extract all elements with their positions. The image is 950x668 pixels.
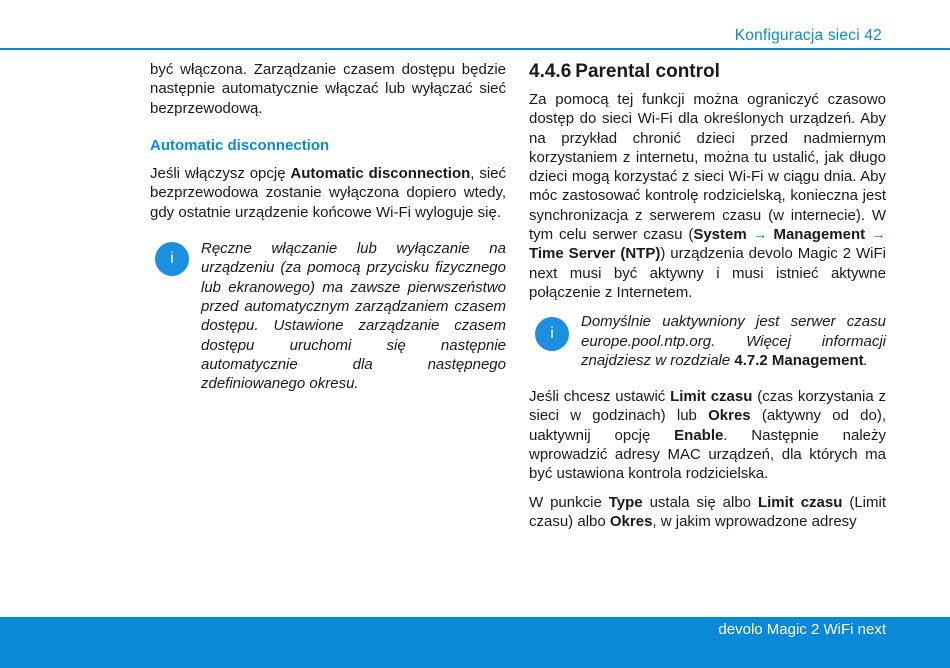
- info-note-text: Ręczne włączanie lub wyłączanie na urządzeniu (za pomocą przycisku fizycznego lub ekranowego) ma zawsze pierwszeństwo przed automatycznym zarządzaniem czasem dostępu. Ustawione zarządzanie czasem dostępu uruchomi się następnie automatycznie dla następnego zdefiniowanego okresu.: [201, 240, 506, 393]
- left-column: [150, 60, 506, 393]
- type-paragraph: [529, 493, 886, 532]
- text-run: , sieć bezprzewodowa zostanie wyłączona dopiero wtedy, gdy ostatnie urządzenie końcowe Wi-Fi wyloguje się.: [150, 165, 506, 221]
- menu-path-management: Management: [773, 226, 866, 244]
- text-run: ) urządzenia devolo Magic 2 WiFi next musi być aktywny i musi istnieć aktywne połączenie z Internetem.: [529, 245, 886, 301]
- info-note-time-server: [529, 312, 886, 370]
- bold-term: Limit czasu: [757, 493, 843, 511]
- info-note-text: [581, 312, 886, 370]
- text-run: W punkcie: [529, 493, 609, 511]
- text-run: Domyślnie uaktywniony jest serwer czasu europe.pool.ntp.org. Więcej informacji znajdziesz w rozdziale: [581, 313, 886, 369]
- limit-settings-paragraph: [529, 387, 886, 483]
- left-intro-paragraph: być włączona. Zarządzanie czasem dostępu będzie następnie automatycznie włączać lub wyłączać sieć bezprzewodową.: [150, 61, 506, 117]
- text-run: , w jakim wprowadzone adresy: [652, 512, 857, 530]
- bold-term: Limit czasu: [670, 388, 753, 406]
- parental-control-intro-paragraph: [529, 90, 886, 302]
- text-run: ustala się albo: [642, 493, 758, 511]
- page-footer: [0, 617, 950, 668]
- section-number: 4.4.6: [529, 61, 572, 82]
- text-run: . Następnie należy wprowadzić adresy MAC urządzeń, dla których ma być ustawiona kontrola rodzicielska.: [529, 426, 887, 483]
- subheading-automatic-disconnection: Automatic disconnection: [150, 136, 330, 154]
- text-run: Jeśli chcesz ustawić: [529, 388, 671, 406]
- text-run: Jeśli włączysz opcję: [150, 165, 291, 183]
- menu-path-system: System: [693, 226, 747, 244]
- header-divider: [0, 48, 950, 50]
- section-heading: [529, 60, 886, 84]
- text-run: Za pomocą tej funkcji można ograniczyć czasowo dostęp do sieci Wi-Fi dla określonych urządzeń. Aby na przykład chronić dzieci przed nadmiernym korzystaniem z internetu, można tu ustalić, jak długo dzieci mogą korzystać z sieci Wi-Fi w ciągu dnia. Aby móc zastosować kontrolę rodzicielską, konieczna jest synchronizacja z serwerem czasu (w internecie). W tym celu serwer czasu (: [529, 91, 886, 244]
- bold-term: Type: [608, 493, 643, 511]
- right-column: [529, 60, 886, 531]
- info-note-manual-override: [150, 239, 506, 393]
- text-run: (aktywny od do), uaktywnij opcję: [529, 407, 886, 444]
- info-icon: i: [155, 242, 189, 276]
- bold-term: Enable: [674, 426, 724, 444]
- section-title: Parental control: [575, 61, 720, 82]
- menu-path-time-server: Time Server (NTP): [529, 245, 661, 263]
- automatic-disconnection-paragraph: [150, 164, 506, 222]
- text-run: (Limit czasu) albo: [529, 493, 886, 530]
- text-run: .: [863, 351, 868, 369]
- arrow-right-icon: →: [871, 226, 887, 244]
- bold-term: Okres: [708, 407, 751, 425]
- bold-term: Automatic disconnection: [290, 165, 471, 183]
- arrow-right-icon: →: [752, 226, 768, 244]
- text-run: (czas korzystania z sieci w godzinach) lub: [529, 388, 886, 425]
- bold-term: Okres: [609, 512, 653, 530]
- info-icon: i: [535, 317, 569, 351]
- footer-product-name: devolo Magic 2 WiFi next: [718, 621, 886, 638]
- page-header-title: Konfiguracja sieci 42: [734, 27, 882, 44]
- chapter-reference: 4.7.2 Management: [734, 351, 864, 369]
